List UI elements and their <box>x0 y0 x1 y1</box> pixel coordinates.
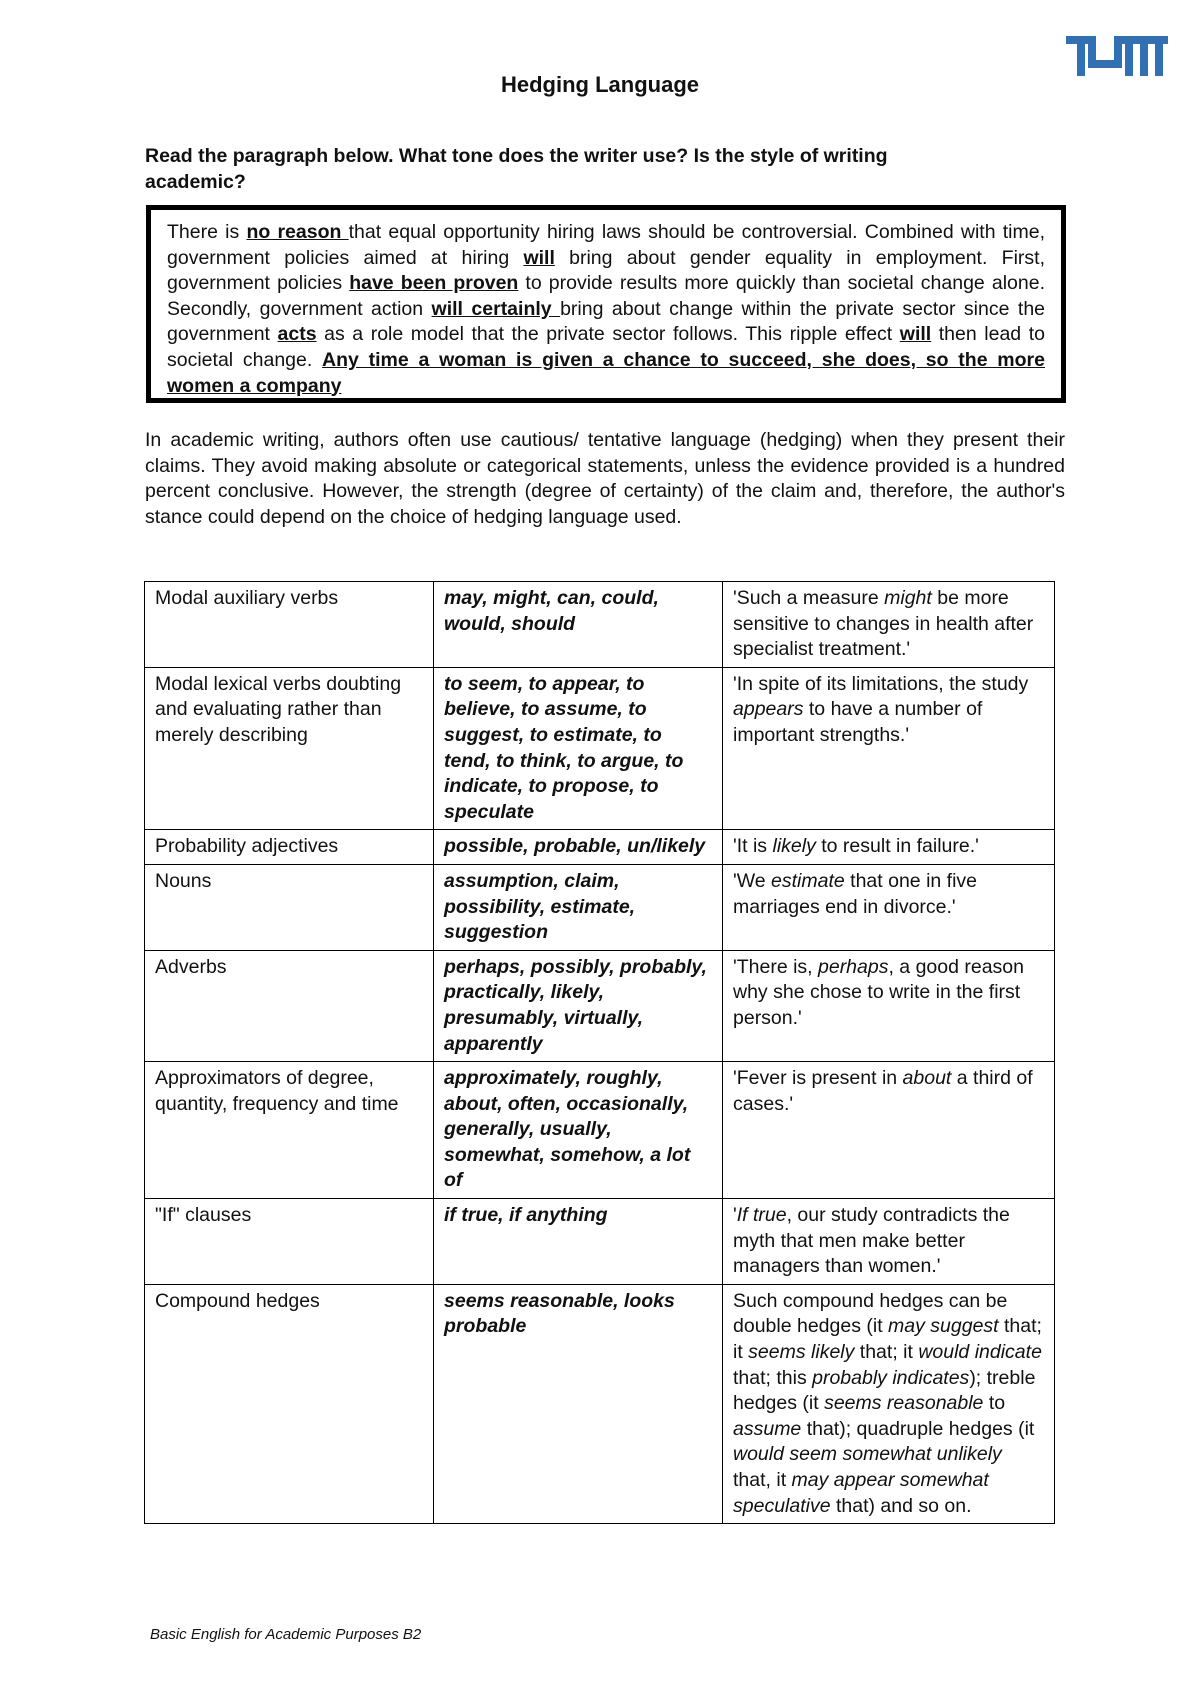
text-run: , our study contradicts the myth that men make better managers than women.' <box>733 1204 1010 1278</box>
category-cell: Compound hedges <box>145 1284 434 1523</box>
hedge-word: appears <box>733 698 804 721</box>
example-cell <box>723 582 1055 668</box>
text-run: 'There is, <box>733 955 818 978</box>
hedge-word: likely <box>772 835 816 858</box>
text-run: that) and so on. <box>830 1494 972 1517</box>
prompt-line-1: Read the paragraph below. What tone does the writer use? Is the style of writing <box>145 145 888 167</box>
table-row <box>145 582 1055 668</box>
highlighted-phrase: no reason <box>246 221 349 243</box>
category-cell: Probability adjectives <box>145 830 434 865</box>
category-cell: "If" clauses <box>145 1199 434 1285</box>
example-cell <box>723 830 1055 865</box>
tum-logo-mark <box>1066 36 1168 76</box>
text-run: , a good reason why she chose to write in the first person.' <box>733 955 1024 1029</box>
hedge-word: might <box>884 587 932 609</box>
forms-cell: if true, if anything <box>434 1199 723 1285</box>
text-run: that one in five marriages end in divorce.' <box>733 869 978 918</box>
table-row <box>145 667 1055 830</box>
hedge-word: would seem somewhat unlikely <box>733 1443 1002 1466</box>
example-cell <box>723 864 1055 950</box>
text-run: There is <box>167 221 247 243</box>
category-cell: Approximators of degree, quantity, frequency and time <box>145 1062 434 1199</box>
example-cell <box>723 1284 1055 1523</box>
forms-cell: possible, probable, un/likely <box>434 830 723 865</box>
category-cell: Modal auxiliary verbs <box>145 582 434 668</box>
text-run: as a role model that the private sector follows. This ripple effect <box>316 323 900 346</box>
text-run: ' <box>733 1204 737 1227</box>
text-run: 'In spite of its limitations, the study <box>733 672 1029 695</box>
text-run: that equal opportunity hiring laws should be controversial. Combined with time, government policies aimed at hiring <box>167 221 1046 269</box>
highlighted-phrase: have been proven <box>349 272 519 295</box>
hedge-word: perhaps <box>818 955 889 978</box>
forms-cell: may, might, can, could, would, should <box>434 582 723 668</box>
table-row <box>145 830 1055 865</box>
category-cell: Adverbs <box>145 950 434 1061</box>
text-run: that); quadruple hedges (it <box>801 1417 1035 1440</box>
hedge-word: may suggest <box>888 1315 999 1338</box>
hedge-word: If true <box>736 1204 787 1227</box>
forms-cell: to seem, to appear, to believe, to assume, to suggest, to estimate, to tend, to think, to argue, to indicate, to propose, to speculate <box>434 667 723 830</box>
table-row <box>145 1062 1055 1199</box>
text-run: 'It is <box>733 835 773 858</box>
text-run: bring about gender equality in employment. First, government policies <box>167 246 1045 295</box>
hedge-word: about <box>902 1067 952 1090</box>
hedge-word: assume <box>733 1417 802 1440</box>
highlighted-phrase: will <box>899 323 932 346</box>
text-run: that; this <box>733 1366 813 1389</box>
text-run: ); treble hedges (it <box>733 1366 1036 1415</box>
example-cell <box>723 1062 1055 1199</box>
text-run: that, it <box>733 1469 792 1491</box>
hedge-word: may appear somewhat speculative <box>733 1469 989 1517</box>
hedge-word: probably indicates <box>812 1366 970 1389</box>
text-run: to provide results more quickly than societal change alone. Secondly, government action <box>167 272 1045 320</box>
forms-cell: approximately, roughly, about, often, occasionally, generally, usually, somewhat, somehow, a lot of <box>434 1062 723 1199</box>
text-run: bring about change within the private sector since the government <box>167 297 1046 346</box>
example-cell <box>723 950 1055 1061</box>
text-run: 'Fever is present in <box>733 1067 903 1090</box>
text-run: Such compound hedges can be double hedges (it <box>733 1289 1008 1338</box>
example-cell <box>723 667 1055 830</box>
table-row <box>145 1284 1055 1523</box>
text-run: 'Such a measure <box>733 587 885 609</box>
page-title: Hedging Language <box>501 72 699 97</box>
category-cell: Modal lexical verbs doubting and evaluating rather than merely describing <box>145 667 434 830</box>
hedging-table <box>144 581 1055 1524</box>
highlighted-phrase: Any time a woman is given a chance to succeed, she does, so the more women a company <box>167 348 1045 397</box>
forms-cell: assumption, claim, possibility, estimate, suggestion <box>434 864 723 950</box>
text-run: that; it <box>733 1315 1042 1364</box>
hedge-word: seems likely <box>748 1341 855 1364</box>
text-run: that; it <box>854 1341 919 1364</box>
text-run: to result in failure.' <box>815 835 979 858</box>
hedge-word: would indicate <box>918 1341 1042 1364</box>
example-cell <box>723 1199 1055 1285</box>
exercise-prompt <box>145 143 1065 195</box>
text-run: to have a number of important strengths.' <box>733 698 983 746</box>
footer-course-name: Basic English for Academic Purposes B2 <box>150 1626 422 1643</box>
text-run: a third of cases.' <box>733 1067 1033 1115</box>
highlighted-phrase: will certainly <box>431 297 561 320</box>
prompt-line-2: academic? <box>145 171 246 193</box>
table-row <box>145 864 1055 950</box>
intro-paragraph: In academic writing, authors often use cautious/ tentative language (hedging) when they present their claims. They avoid making absolute or categorical statements, unless the evidence provided is a hundred percent conclusive. However, the strength (degree of certainty) of the claim and, therefore, the author's stance could depend on the choice of hedging language used. <box>145 429 1065 528</box>
text-run: be more sensitive to changes in health after specialist treatment.' <box>733 587 1034 661</box>
highlighted-phrase: acts <box>277 323 317 346</box>
hedge-word: seems reasonable <box>824 1392 984 1415</box>
forms-cell: seems reasonable, looks probable <box>434 1284 723 1523</box>
highlighted-phrase: will <box>523 246 555 269</box>
table-row <box>145 950 1055 1061</box>
sample-paragraph-box <box>146 205 1066 403</box>
text-run: 'We <box>733 869 772 892</box>
hedge-word: estimate <box>771 869 845 892</box>
category-cell: Nouns <box>145 864 434 950</box>
table-row <box>145 1199 1055 1285</box>
text-run: then lead to societal change. <box>167 323 1045 371</box>
sample-paragraph <box>151 210 1061 399</box>
forms-cell: perhaps, possibly, probably, practically, likely, presumably, virtually, apparently <box>434 950 723 1061</box>
text-run: to <box>983 1392 1006 1415</box>
